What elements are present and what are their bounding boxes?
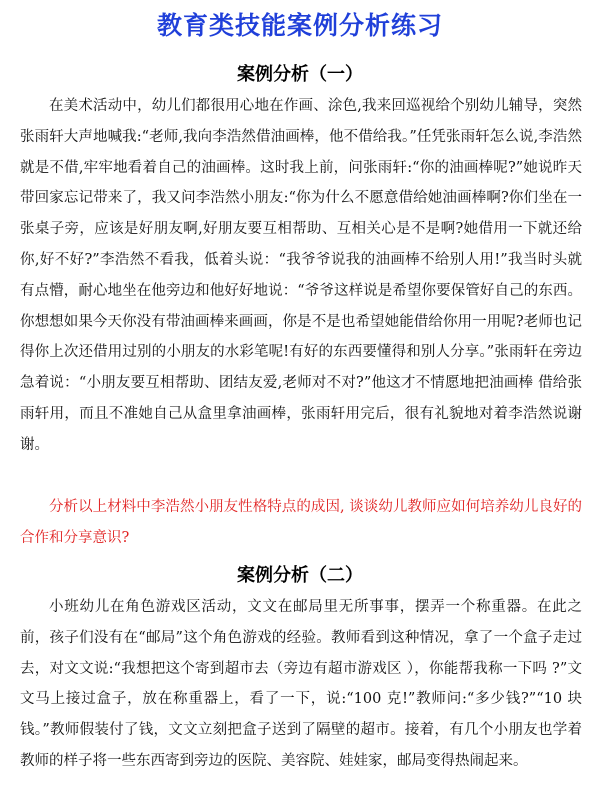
page-title: 教育类技能案例分析练习 [156, 11, 443, 40]
section-2-paragraph: 小班幼儿在角色游戏区活动，文文在邮局里无所事事，摆弄一个称重器。在此之前，孩子们没有在“邮局”这个角色游戏的经验。教师看到这种情况，拿了一个盒子走过去，对文文说:“我想把这个寄到超市去（旁边有超市游戏区 ），你能帮我称一下吗 ?”文文马上接过盒子，放在称重器上，看了一下，说:“100 克!”教师问:“多少钱?”“10 块钱。”教师假装付了钱，文文立刻把盒子送到了隔壁的超市。接着，有几个小朋友也学着教师的样子将一些东西寄到旁边的医院、美容院、娃娃家，邮局变得热闹起来。 [20, 599, 582, 769]
section-2-heading: 案例分析（二） [237, 565, 363, 586]
section-1-heading: 案例分析（一） [237, 64, 363, 85]
section-1-paragraph: 在美术活动中，幼儿们都很用心地在作画、涂色,我来回巡视给个别幼儿辅导，突然张雨轩大声地喊我:“老师,我向李浩然借油画棒，他不借给我。”任凭张雨轩怎么说,李浩然就是不借,牢牢地看着自己的油画棒。这时我上前，问张雨轩:“你的油画棒呢?”她说昨天带回家忘记带来了，我又问李浩然小朋友:“你为什么不愿意借给她油画棒啊?你们坐在一张桌子旁，应该是好朋友啊,好朋友要互相帮助、互相关心是不是啊?她借用一下就还给你,好不好?”李浩然不看我，低着头说：“我爷爷说我的油画棒不给别人用!”我当时头就有点懵，耐心地坐在他旁边和他好好地说：“爷爷这样说是希望你要保管好自己的东西。你想想如果今天你没有带油画棒来画画，你是不是也希望她能借给你用一用呢?老师也记得你上次还借用过别的小朋友的水彩笔呢!有好的东西要懂得和别人分享。”张雨轩在旁边急着说：“小朋友要互相帮助、团结友爱,老师对不对?”他这才不情愿地把油画棒 借给张雨轩用，而且不准她自己从盒里拿油画棒，张雨轩用完后，很有礼貌地对着李浩然说谢谢。 [20, 98, 582, 453]
section-1-question: 分析以上材料中李浩然小朋友性格特点的成因, 谈谈幼儿教师应如何培养幼儿良好的合作和分享意识? [20, 499, 582, 546]
